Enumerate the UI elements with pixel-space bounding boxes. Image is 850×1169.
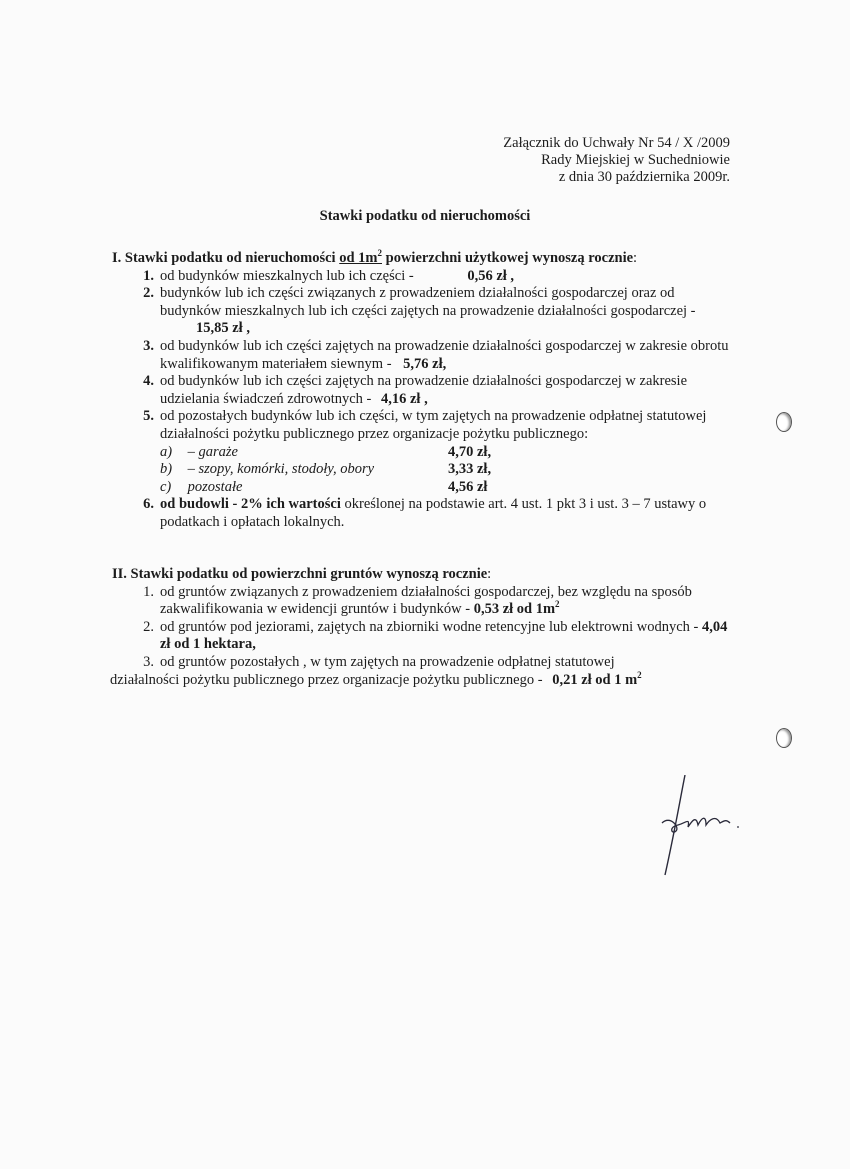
item-text: budynków lub ich części związanych z prowadzeniem działalności gospodarczej oraz od budynków mieszkalnych lub ich części zajętych na prowadzenie działalności gospodarczej - [160,285,696,319]
section-1-item-4 [112,373,732,408]
section-1-subitem-a [112,444,732,462]
section-1-heading [112,250,732,268]
document-title: Stawki podatku od nieruchomości [319,208,531,224]
item-number: 1. [143,267,154,284]
section-1-item-6 [112,496,732,531]
subitem-letter: c) [160,478,172,495]
handwritten-signature [650,775,750,885]
header-line-3: z dnia 30 października 2009r. [558,169,730,185]
item-text: od gruntów związanych z prowadzeniem działalności gospodarczej, bez względu na sposób zakwalifikowania w ewidencji gruntów i budynków - [160,583,692,618]
header-line-2: Rady Miejskiej w Suchedniowie [541,152,730,168]
annex-header [380,135,730,186]
item-text: od budynków mieszkalnych lub ich części - [160,267,414,284]
subitem-text: – szopy, komórki, stodoły, obory [184,461,375,478]
section-1-subitem-b [112,461,732,479]
item-text: od budynków lub ich części zajętych na prowadzenie działalności gospodarczej w zakresie obrotu kwalifikowanym materiałem siewnym - [160,337,729,372]
subitem-text: pozostałe [184,478,243,495]
item-value: 4,04 zł od 1 hektara, [160,618,728,653]
section-1-item-3 [112,338,732,373]
item-value: 15,85 zł , [196,320,250,337]
section-2 [112,566,732,689]
subitem-value: 3,33 zł, [448,461,492,478]
item-text: określonej na podstawie art. 4 ust. 1 pkt 3 i ust. 3 – 7 ustawy o podatkach i opłatach lokalnych. [160,496,707,530]
item-bold-text: od budowli - 2% ich wartości [160,496,341,513]
section-1 [112,250,732,532]
item-number: 4. [143,373,154,390]
item-value-sup: 2 [555,599,560,610]
subitem-value: 4,70 zł, [448,443,492,460]
header-line-1: Załącznik do Uchwały Nr 54 / X /2009 [503,135,730,151]
item-number: 3. [143,337,154,354]
item-text: od gruntów pod jeziorami, zajętych na zbiorniki wodne retencyjne lub elektrowni wodnych - [160,618,699,635]
item-value-sup: 2 [637,669,642,680]
item-number: 1. [143,583,154,600]
punch-hole-top [776,412,792,432]
item-number: 3. [143,653,154,670]
section-1-heading-part-b: powierzchni użytkowej wynoszą rocznie [382,250,634,266]
section-1-heading-unit-text: od 1m [339,250,378,266]
item-value: 4,16 zł , [381,390,428,407]
item-number: 2. [143,618,154,635]
section-1-heading-part-a: I. Stawki podatku od nieruchomości [112,250,340,266]
item-number: 6. [143,496,154,513]
item-value-wrap [552,669,642,688]
item-number: 5. [143,408,154,425]
item-value-wrap [474,601,560,617]
item-text-line-1: od gruntów pozostałych , w tym zajętych na prowadzenie odpłatnej statutowej [160,653,615,670]
section-1-heading-unit [339,250,382,266]
section-1-item-1 [112,268,732,286]
section-2-heading-colon: : [487,566,492,582]
section-2-item-3 [112,654,732,672]
subitem-letter: a) [160,443,173,460]
item-number: 2. [143,285,154,302]
section-2-heading [112,566,732,584]
item-text-line-2: działalności pożytku publicznego przez organizacje pożytku publicznego - [110,671,543,688]
subitem-text: – garaże [184,443,238,460]
item-value: 0,53 zł od 1m [473,601,556,618]
section-1-item-2 [112,285,732,338]
section-1-heading-colon: : [633,250,638,266]
item-text: od budynków lub ich części zajętych na prowadzenie działalności gospodarczej w zakresie udzielania świadczeń zdrowotnych - [160,373,688,407]
subitem-value: 4,56 zł [448,478,488,495]
punch-hole-bottom [776,728,792,748]
subitem-letter: b) [160,461,173,478]
item-value: 0,56 zł , [467,267,515,284]
section-2-item-3-cont [110,669,732,690]
section-2-item-1 [112,584,732,619]
item-text: od pozostałych budynków lub ich części, w tym zajętych na prowadzenie odpłatnej statutowej działalności pożytku publicznego przez organizacje pożytku publicznego: [160,408,707,442]
section-2-heading-text: II. Stawki podatku od powierzchni gruntów wynoszą rocznie [112,566,488,582]
section-1-item-5 [112,408,732,443]
section-1-subitem-c [112,479,732,497]
section-1-heading-unit-sup: 2 [377,248,382,259]
item-value: 5,76 zł, [403,355,447,372]
section-2-item-2 [112,619,732,654]
item-value: 0,21 zł od 1 m [552,671,638,688]
